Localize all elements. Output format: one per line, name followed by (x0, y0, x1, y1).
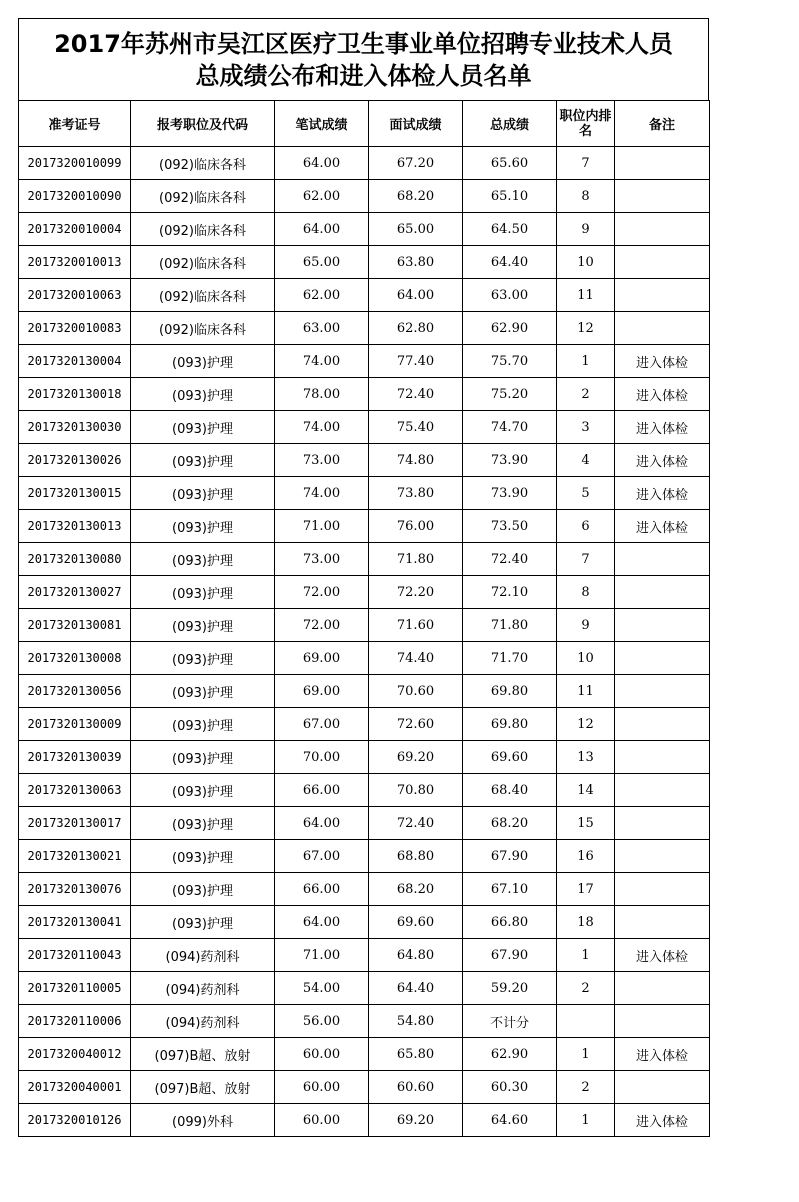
rank-cell: 15 (557, 807, 615, 840)
remarks-cell (615, 576, 710, 609)
interview-score-cell: 77.40 (369, 345, 463, 378)
written-score-cell: 71.00 (275, 939, 369, 972)
interview-score-cell: 68.20 (369, 873, 463, 906)
remarks-cell (615, 312, 710, 345)
rank-cell (557, 1005, 615, 1038)
rank-cell: 17 (557, 873, 615, 906)
written-score-cell: 78.00 (275, 378, 369, 411)
table-row (19, 642, 710, 675)
written-score-cell: 73.00 (275, 444, 369, 477)
interview-score-cell: 72.60 (369, 708, 463, 741)
interview-score-cell: 68.20 (369, 180, 463, 213)
rank-cell: 9 (557, 213, 615, 246)
table-row (19, 840, 710, 873)
remarks-cell: 进入体检 (615, 345, 710, 378)
remarks-cell: 进入体检 (615, 477, 710, 510)
position-cell: (093)护理 (131, 444, 275, 477)
position-cell: (093)护理 (131, 378, 275, 411)
table-row (19, 246, 710, 279)
position-cell: (092)临床各科 (131, 213, 275, 246)
exam-id-cell: 2017320010013 (19, 246, 131, 279)
remarks-cell (615, 840, 710, 873)
remarks-cell (615, 543, 710, 576)
remarks-cell (615, 246, 710, 279)
position-cell: (093)护理 (131, 840, 275, 873)
rank-cell: 11 (557, 675, 615, 708)
interview-score-cell: 54.80 (369, 1005, 463, 1038)
interview-score-cell: 69.20 (369, 741, 463, 774)
exam-id-cell: 2017320130027 (19, 576, 131, 609)
position-cell: (092)临床各科 (131, 180, 275, 213)
written-score-cell: 73.00 (275, 543, 369, 576)
written-score-cell: 56.00 (275, 1005, 369, 1038)
header-remarks: 备注 (615, 101, 710, 147)
interview-score-cell: 68.80 (369, 840, 463, 873)
rank-cell: 1 (557, 1038, 615, 1071)
position-cell: (093)护理 (131, 576, 275, 609)
total-score-cell: 69.60 (463, 741, 557, 774)
position-cell: (094)药剂科 (131, 1005, 275, 1038)
written-score-cell: 67.00 (275, 708, 369, 741)
position-cell: (097)B超、放射 (131, 1071, 275, 1104)
interview-score-cell: 64.00 (369, 279, 463, 312)
exam-id-cell: 2017320130080 (19, 543, 131, 576)
position-cell: (094)药剂科 (131, 972, 275, 1005)
exam-id-cell: 2017320130021 (19, 840, 131, 873)
table-row (19, 444, 710, 477)
written-score-cell: 69.00 (275, 675, 369, 708)
total-score-cell: 72.10 (463, 576, 557, 609)
exam-id-cell: 2017320010090 (19, 180, 131, 213)
remarks-cell (615, 609, 710, 642)
rank-cell: 10 (557, 642, 615, 675)
total-score-cell: 67.90 (463, 840, 557, 873)
header-rank: 职位内排名 (557, 101, 615, 147)
interview-score-cell: 72.20 (369, 576, 463, 609)
exam-id-cell: 2017320110006 (19, 1005, 131, 1038)
remarks-cell (615, 1005, 710, 1038)
exam-id-cell: 2017320010099 (19, 147, 131, 180)
remarks-cell (615, 1071, 710, 1104)
position-cell: (092)临床各科 (131, 147, 275, 180)
exam-id-cell: 2017320110043 (19, 939, 131, 972)
exam-id-cell: 2017320130039 (19, 741, 131, 774)
table-row (19, 1104, 710, 1137)
written-score-cell: 67.00 (275, 840, 369, 873)
total-score-cell: 68.20 (463, 807, 557, 840)
interview-score-cell: 74.80 (369, 444, 463, 477)
written-score-cell: 69.00 (275, 642, 369, 675)
total-score-cell: 不计分 (463, 1005, 557, 1038)
interview-score-cell: 65.00 (369, 213, 463, 246)
exam-id-cell: 2017320130076 (19, 873, 131, 906)
position-cell: (097)B超、放射 (131, 1038, 275, 1071)
table-row (19, 576, 710, 609)
exam-id-cell: 2017320040001 (19, 1071, 131, 1104)
header-interview-score: 面试成绩 (369, 101, 463, 147)
table-row (19, 1071, 710, 1104)
interview-score-cell: 62.80 (369, 312, 463, 345)
exam-id-cell: 2017320010083 (19, 312, 131, 345)
table-row (19, 345, 710, 378)
remarks-cell (615, 972, 710, 1005)
total-score-cell: 68.40 (463, 774, 557, 807)
table-row (19, 774, 710, 807)
total-score-cell: 66.80 (463, 906, 557, 939)
title-line-2: 总成绩公布和进入体检人员名单 (195, 61, 532, 90)
position-cell: (093)护理 (131, 345, 275, 378)
rank-cell: 8 (557, 576, 615, 609)
header-position: 报考职位及代码 (131, 101, 275, 147)
remarks-cell (615, 642, 710, 675)
interview-score-cell: 71.80 (369, 543, 463, 576)
written-score-cell: 64.00 (275, 807, 369, 840)
table-row (19, 708, 710, 741)
interview-score-cell: 73.80 (369, 477, 463, 510)
table-row (19, 1005, 710, 1038)
interview-score-cell: 75.40 (369, 411, 463, 444)
rank-cell: 8 (557, 180, 615, 213)
total-score-cell: 64.50 (463, 213, 557, 246)
remarks-cell: 进入体检 (615, 378, 710, 411)
table-row (19, 906, 710, 939)
results-sheet (18, 18, 709, 1137)
total-score-cell: 73.90 (463, 444, 557, 477)
interview-score-cell: 72.40 (369, 807, 463, 840)
written-score-cell: 71.00 (275, 510, 369, 543)
written-score-cell: 65.00 (275, 246, 369, 279)
total-score-cell: 63.00 (463, 279, 557, 312)
header-written-score: 笔试成绩 (275, 101, 369, 147)
interview-score-cell: 67.20 (369, 147, 463, 180)
total-score-cell: 67.90 (463, 939, 557, 972)
total-score-cell: 65.10 (463, 180, 557, 213)
total-score-cell: 73.50 (463, 510, 557, 543)
rank-cell: 13 (557, 741, 615, 774)
table-row (19, 312, 710, 345)
rank-cell: 5 (557, 477, 615, 510)
written-score-cell: 60.00 (275, 1038, 369, 1071)
remarks-cell (615, 741, 710, 774)
exam-id-cell: 2017320130013 (19, 510, 131, 543)
written-score-cell: 64.00 (275, 147, 369, 180)
interview-score-cell: 69.60 (369, 906, 463, 939)
results-table (18, 100, 710, 1137)
exam-id-cell: 2017320130026 (19, 444, 131, 477)
exam-id-cell: 2017320130063 (19, 774, 131, 807)
total-score-cell: 64.60 (463, 1104, 557, 1137)
interview-score-cell: 63.80 (369, 246, 463, 279)
written-score-cell: 63.00 (275, 312, 369, 345)
rank-cell: 18 (557, 906, 615, 939)
position-cell: (093)护理 (131, 708, 275, 741)
written-score-cell: 62.00 (275, 279, 369, 312)
rank-cell: 10 (557, 246, 615, 279)
interview-score-cell: 64.40 (369, 972, 463, 1005)
position-cell: (093)护理 (131, 543, 275, 576)
exam-id-cell: 2017320010126 (19, 1104, 131, 1137)
written-score-cell: 66.00 (275, 774, 369, 807)
position-cell: (093)护理 (131, 411, 275, 444)
exam-id-cell: 2017320130030 (19, 411, 131, 444)
exam-id-cell: 2017320130017 (19, 807, 131, 840)
exam-id-cell: 2017320130041 (19, 906, 131, 939)
exam-id-cell: 2017320110005 (19, 972, 131, 1005)
page-title (18, 18, 709, 100)
interview-score-cell: 72.40 (369, 378, 463, 411)
written-score-cell: 64.00 (275, 906, 369, 939)
remarks-cell (615, 180, 710, 213)
written-score-cell: 74.00 (275, 411, 369, 444)
table-row (19, 411, 710, 444)
exam-id-cell: 2017320130081 (19, 609, 131, 642)
total-score-cell: 73.90 (463, 477, 557, 510)
rank-cell: 2 (557, 1071, 615, 1104)
rank-cell: 12 (557, 312, 615, 345)
remarks-cell (615, 708, 710, 741)
interview-score-cell: 76.00 (369, 510, 463, 543)
rank-cell: 1 (557, 345, 615, 378)
rank-cell: 3 (557, 411, 615, 444)
written-score-cell: 70.00 (275, 741, 369, 774)
written-score-cell: 72.00 (275, 576, 369, 609)
interview-score-cell: 74.40 (369, 642, 463, 675)
total-score-cell: 59.20 (463, 972, 557, 1005)
rank-cell: 6 (557, 510, 615, 543)
rank-cell: 2 (557, 378, 615, 411)
total-score-cell: 62.90 (463, 312, 557, 345)
written-score-cell: 64.00 (275, 213, 369, 246)
interview-score-cell: 64.80 (369, 939, 463, 972)
exam-id-cell: 2017320010063 (19, 279, 131, 312)
remarks-cell: 进入体检 (615, 1038, 710, 1071)
table-row (19, 873, 710, 906)
position-cell: (092)临床各科 (131, 312, 275, 345)
rank-cell: 2 (557, 972, 615, 1005)
total-score-cell: 71.80 (463, 609, 557, 642)
exam-id-cell: 2017320040012 (19, 1038, 131, 1071)
title-line-1: 2017年苏州市吴江区医疗卫生事业单位招聘专业技术人员 (54, 29, 673, 58)
remarks-cell (615, 873, 710, 906)
total-score-cell: 75.70 (463, 345, 557, 378)
interview-score-cell: 71.60 (369, 609, 463, 642)
table-row (19, 147, 710, 180)
position-cell: (092)临床各科 (131, 246, 275, 279)
rank-cell: 16 (557, 840, 615, 873)
position-cell: (099)外科 (131, 1104, 275, 1137)
position-cell: (092)临床各科 (131, 279, 275, 312)
total-score-cell: 67.10 (463, 873, 557, 906)
table-row (19, 477, 710, 510)
rank-cell: 7 (557, 543, 615, 576)
written-score-cell: 54.00 (275, 972, 369, 1005)
position-cell: (093)护理 (131, 873, 275, 906)
position-cell: (093)护理 (131, 741, 275, 774)
remarks-cell: 进入体检 (615, 510, 710, 543)
remarks-cell (615, 147, 710, 180)
written-score-cell: 62.00 (275, 180, 369, 213)
position-cell: (093)护理 (131, 642, 275, 675)
remarks-cell (615, 774, 710, 807)
rank-cell: 11 (557, 279, 615, 312)
total-score-cell: 69.80 (463, 708, 557, 741)
written-score-cell: 66.00 (275, 873, 369, 906)
position-cell: (093)护理 (131, 675, 275, 708)
total-score-cell: 62.90 (463, 1038, 557, 1071)
written-score-cell: 60.00 (275, 1071, 369, 1104)
table-row (19, 609, 710, 642)
total-score-cell: 72.40 (463, 543, 557, 576)
table-row (19, 213, 710, 246)
rank-cell: 1 (557, 1104, 615, 1137)
exam-id-cell: 2017320130008 (19, 642, 131, 675)
remarks-cell: 进入体检 (615, 444, 710, 477)
written-score-cell: 74.00 (275, 477, 369, 510)
rank-cell: 12 (557, 708, 615, 741)
remarks-cell (615, 213, 710, 246)
table-row (19, 972, 710, 1005)
remarks-cell: 进入体检 (615, 939, 710, 972)
total-score-cell: 74.70 (463, 411, 557, 444)
total-score-cell: 69.80 (463, 675, 557, 708)
position-cell: (093)护理 (131, 609, 275, 642)
exam-id-cell: 2017320130004 (19, 345, 131, 378)
exam-id-cell: 2017320130009 (19, 708, 131, 741)
table-row (19, 939, 710, 972)
written-score-cell: 72.00 (275, 609, 369, 642)
position-cell: (093)护理 (131, 510, 275, 543)
total-score-cell: 60.30 (463, 1071, 557, 1104)
position-cell: (094)药剂科 (131, 939, 275, 972)
total-score-cell: 65.60 (463, 147, 557, 180)
remarks-cell (615, 906, 710, 939)
position-cell: (093)护理 (131, 906, 275, 939)
rank-cell: 1 (557, 939, 615, 972)
remarks-cell (615, 807, 710, 840)
table-row (19, 1038, 710, 1071)
total-score-cell: 64.40 (463, 246, 557, 279)
interview-score-cell: 69.20 (369, 1104, 463, 1137)
position-cell: (093)护理 (131, 477, 275, 510)
table-row (19, 180, 710, 213)
written-score-cell: 74.00 (275, 345, 369, 378)
table-row (19, 279, 710, 312)
header-exam-id: 准考证号 (19, 101, 131, 147)
table-row (19, 543, 710, 576)
remarks-cell: 进入体检 (615, 1104, 710, 1137)
rank-cell: 9 (557, 609, 615, 642)
rank-cell: 7 (557, 147, 615, 180)
written-score-cell: 60.00 (275, 1104, 369, 1137)
table-row (19, 807, 710, 840)
exam-id-cell: 2017320010004 (19, 213, 131, 246)
interview-score-cell: 60.60 (369, 1071, 463, 1104)
exam-id-cell: 2017320130015 (19, 477, 131, 510)
total-score-cell: 75.20 (463, 378, 557, 411)
position-cell: (093)护理 (131, 774, 275, 807)
remarks-cell: 进入体检 (615, 411, 710, 444)
rank-cell: 14 (557, 774, 615, 807)
exam-id-cell: 2017320130056 (19, 675, 131, 708)
remarks-cell (615, 675, 710, 708)
interview-score-cell: 65.80 (369, 1038, 463, 1071)
interview-score-cell: 70.60 (369, 675, 463, 708)
remarks-cell (615, 279, 710, 312)
position-cell: (093)护理 (131, 807, 275, 840)
table-row (19, 378, 710, 411)
table-row (19, 675, 710, 708)
exam-id-cell: 2017320130018 (19, 378, 131, 411)
interview-score-cell: 70.80 (369, 774, 463, 807)
total-score-cell: 71.70 (463, 642, 557, 675)
header-row (19, 101, 710, 147)
rank-cell: 4 (557, 444, 615, 477)
table-row (19, 741, 710, 774)
header-total-score: 总成绩 (463, 101, 557, 147)
table-row (19, 510, 710, 543)
